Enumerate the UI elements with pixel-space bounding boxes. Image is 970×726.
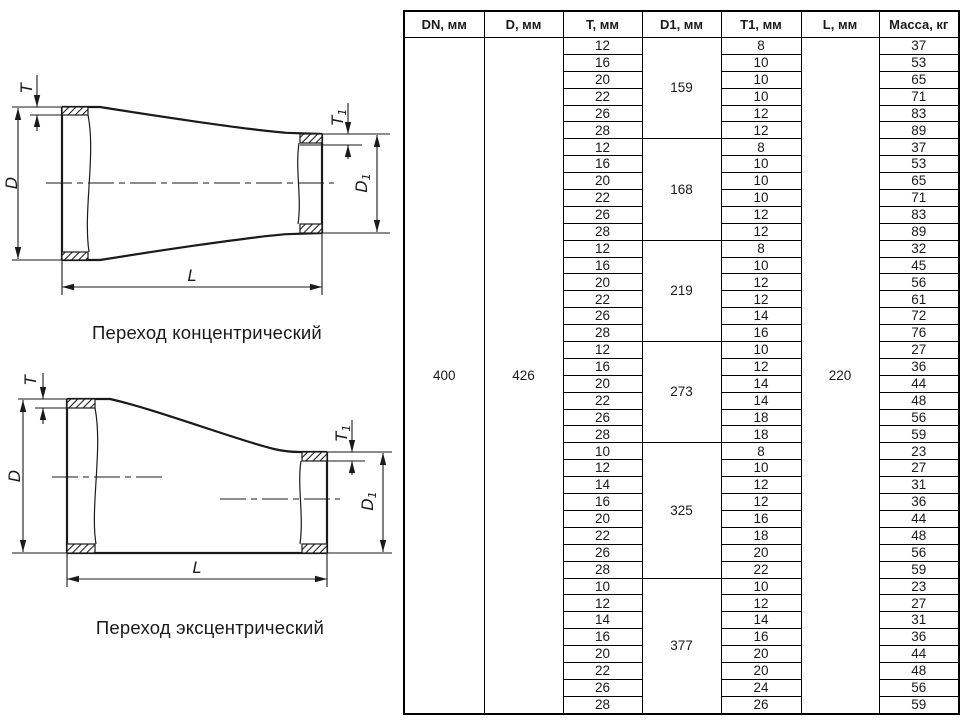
column-header-3: D1, мм	[642, 11, 721, 38]
cell-t: 26	[563, 206, 642, 223]
cell-t1: 20	[721, 646, 801, 663]
cell-t: 20	[563, 646, 642, 663]
cell-t: 20	[563, 274, 642, 291]
cell-mass: 83	[879, 206, 959, 223]
cell-mass: 48	[879, 527, 959, 544]
cell-mass: 59	[879, 426, 959, 443]
spec-table-body	[404, 38, 959, 714]
cell-t: 28	[563, 426, 642, 443]
cell-t1: 14	[721, 392, 801, 409]
column-header-2: T, мм	[563, 11, 642, 38]
cell-t1: 10	[721, 190, 801, 207]
cell-mass: 72	[879, 308, 959, 325]
cell-mass: 32	[879, 240, 959, 257]
cell-mass: 44	[879, 375, 959, 392]
cell-t: 26	[563, 409, 642, 426]
cell-t1: 10	[721, 257, 801, 274]
concentric-caption: Переход концентрический	[92, 322, 322, 343]
cell-t: 20	[563, 71, 642, 88]
extension-lines	[12, 107, 390, 295]
cell-t1: 12	[721, 358, 801, 375]
cell-mass: 89	[879, 223, 959, 240]
cell-mass: 27	[879, 342, 959, 359]
cell-t1: 12	[721, 274, 801, 291]
cell-d1: 168	[642, 139, 721, 240]
cell-t: 22	[563, 662, 642, 679]
column-header-1: D, мм	[484, 11, 563, 38]
cell-t1: 10	[721, 460, 801, 477]
cell-mass: 48	[879, 662, 959, 679]
cell-t: 16	[563, 257, 642, 274]
cell-t: 10	[563, 443, 642, 460]
cell-mass: 23	[879, 578, 959, 595]
cell-t: 20	[563, 510, 642, 527]
cell-t: 12	[563, 460, 642, 477]
cell-mass: 59	[879, 696, 959, 713]
cell-t: 16	[563, 358, 642, 375]
eccentric-caption: Переход эксцентрический	[95, 617, 325, 638]
dim-label-l: L	[187, 266, 197, 285]
cell-t: 28	[563, 122, 642, 139]
cell-d1: 377	[642, 578, 721, 714]
dim-label-d1: D1	[352, 173, 373, 193]
cell-t: 22	[563, 392, 642, 409]
cell-d1: 159	[642, 38, 721, 139]
cell-mass: 71	[879, 88, 959, 105]
cell-mass: 31	[879, 612, 959, 629]
dim-label-t: T	[17, 83, 36, 93]
eccentric-reducer-drawing	[0, 363, 400, 663]
dim-label-t1: T1	[332, 424, 353, 442]
cell-t1: 26	[721, 696, 801, 713]
cell-t: 12	[563, 342, 642, 359]
cell-t: 12	[563, 240, 642, 257]
cell-t1: 18	[721, 409, 801, 426]
cell-t: 12	[563, 139, 642, 156]
cell-mass: 53	[879, 54, 959, 71]
cell-t1: 8	[721, 240, 801, 257]
cell-t1: 22	[721, 561, 801, 578]
cell-t1: 16	[721, 510, 801, 527]
cell-mass: 27	[879, 460, 959, 477]
cell-t: 22	[563, 527, 642, 544]
cell-mass: 48	[879, 392, 959, 409]
cell-mass: 31	[879, 477, 959, 494]
cell-mass: 53	[879, 156, 959, 173]
cell-t1: 16	[721, 629, 801, 646]
cell-t1: 12	[721, 105, 801, 122]
cell-d1: 219	[642, 240, 721, 341]
cell-mass: 23	[879, 443, 959, 460]
cell-t1: 8	[721, 139, 801, 156]
cell-t1: 20	[721, 544, 801, 561]
cell-t: 26	[563, 308, 642, 325]
dim-label-t: T	[21, 375, 40, 385]
cell-mass: 27	[879, 595, 959, 612]
cell-t: 22	[563, 291, 642, 308]
cell-t1: 10	[721, 578, 801, 595]
cell-t: 14	[563, 477, 642, 494]
header-row	[404, 11, 959, 38]
cell-mass: 45	[879, 257, 959, 274]
cell-t: 12	[563, 595, 642, 612]
dim-label-d1: D1	[358, 491, 379, 511]
cell-t1: 10	[721, 156, 801, 173]
cell-t: 20	[563, 375, 642, 392]
cell-t: 16	[563, 156, 642, 173]
cell-t1: 8	[721, 38, 801, 55]
column-header-4: T1, мм	[721, 11, 801, 38]
cell-mass: 37	[879, 38, 959, 55]
cell-t: 16	[563, 629, 642, 646]
dim-label-d: D	[2, 176, 21, 190]
cell-t1: 12	[721, 223, 801, 240]
cell-mass: 56	[879, 409, 959, 426]
cell-t1: 12	[721, 122, 801, 139]
concentric-reducer-drawing	[0, 55, 400, 355]
cell-t: 26	[563, 679, 642, 696]
cell-mass: 56	[879, 544, 959, 561]
cell-t: 26	[563, 105, 642, 122]
cell-t1: 10	[721, 88, 801, 105]
cell-t1: 16	[721, 325, 801, 342]
cell-mass: 37	[879, 139, 959, 156]
cell-t1: 10	[721, 71, 801, 88]
column-header-6: Масса, кг	[879, 11, 959, 38]
reducer-outline	[67, 399, 327, 553]
cell-mass: 61	[879, 291, 959, 308]
cell-t1: 12	[721, 206, 801, 223]
cell-mass: 71	[879, 190, 959, 207]
cell-t: 22	[563, 88, 642, 105]
cell-d1: 273	[642, 342, 721, 443]
dim-label-d: D	[5, 469, 24, 483]
cell-mass: 76	[879, 325, 959, 342]
cell-t: 26	[563, 544, 642, 561]
cell-t1: 10	[721, 173, 801, 190]
cell-t: 28	[563, 696, 642, 713]
cell-t1: 8	[721, 443, 801, 460]
cell-t1: 12	[721, 595, 801, 612]
column-header-0: DN, мм	[404, 11, 484, 38]
cell-t1: 14	[721, 308, 801, 325]
cell-mass: 56	[879, 274, 959, 291]
cell-t1: 18	[721, 527, 801, 544]
cell-mass: 56	[879, 679, 959, 696]
cell-mass: 65	[879, 71, 959, 88]
cell-dn: 400	[404, 38, 484, 714]
cell-mass: 36	[879, 494, 959, 511]
cell-mass: 44	[879, 646, 959, 663]
cell-t1: 24	[721, 679, 801, 696]
cell-mass: 65	[879, 173, 959, 190]
cell-t1: 14	[721, 612, 801, 629]
dimensions-table	[403, 10, 960, 715]
cell-t1: 18	[721, 426, 801, 443]
spec-table	[403, 10, 960, 715]
column-header-5: L, мм	[801, 11, 879, 38]
cell-t1: 10	[721, 54, 801, 71]
break-lines	[94, 408, 301, 544]
cell-t: 12	[563, 38, 642, 55]
table-row	[404, 38, 959, 55]
cell-t: 28	[563, 325, 642, 342]
dim-label-l: L	[192, 558, 202, 577]
cell-t: 22	[563, 190, 642, 207]
cell-mass: 83	[879, 105, 959, 122]
cell-d1: 325	[642, 443, 721, 578]
cell-mass: 36	[879, 358, 959, 375]
cell-mass: 44	[879, 510, 959, 527]
cell-mass: 89	[879, 122, 959, 139]
dim-label-t1: T1	[328, 108, 349, 126]
cell-t1: 10	[721, 342, 801, 359]
cell-mass: 36	[879, 629, 959, 646]
cell-t1: 12	[721, 494, 801, 511]
cell-t1: 20	[721, 662, 801, 679]
cell-d: 426	[484, 38, 563, 714]
cell-t: 16	[563, 54, 642, 71]
cell-t: 20	[563, 173, 642, 190]
wall-hatch	[67, 399, 327, 553]
cell-t1: 12	[721, 477, 801, 494]
cell-t: 16	[563, 494, 642, 511]
cell-t: 10	[563, 578, 642, 595]
cell-t1: 14	[721, 375, 801, 392]
cell-l: 220	[801, 38, 879, 714]
cell-t: 14	[563, 612, 642, 629]
cell-t1: 12	[721, 291, 801, 308]
cell-t: 28	[563, 223, 642, 240]
cell-t: 28	[563, 561, 642, 578]
cell-mass: 59	[879, 561, 959, 578]
